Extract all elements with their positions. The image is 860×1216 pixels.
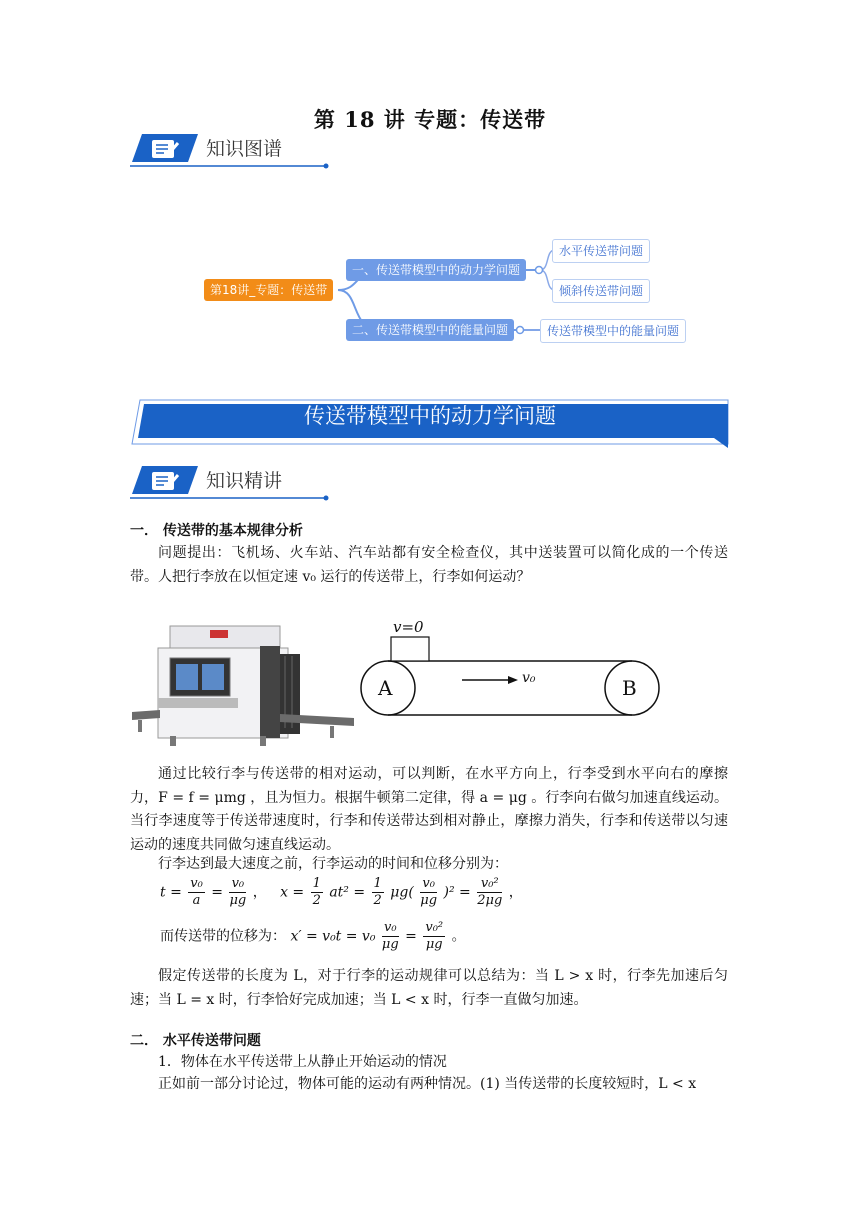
paragraph-question: 问题提出：飞机场、火车站、汽车站都有安全检查仪，其中送装置可以简化成的一个传送带。人把行李放在以恒定速 v₀ 运行的传送带上，行李如何运动？ xyxy=(130,545,728,585)
formula-text: x = xyxy=(280,884,305,901)
section-header-knowledge-lecture xyxy=(130,464,330,504)
arrow-right-icon xyxy=(508,676,518,684)
formula-text: = xyxy=(405,928,417,945)
xray-machine-illustration xyxy=(130,618,355,753)
fraction: $\frac{\text{v₀²}}{\mu g}$ xyxy=(425,920,444,952)
fraction: $\frac{1}{2}$ xyxy=(373,876,382,908)
page-title: 第 18 讲 专题：传送带 xyxy=(313,107,547,132)
formula-text: at² = xyxy=(329,884,366,901)
banner-title: 传送带模型中的动力学问题 xyxy=(304,404,556,428)
heading-horizontal-belt: 二． 水平传送带问题 xyxy=(130,1033,261,1049)
mindmap-leaf-horizontal: 水平传送带问题 xyxy=(552,239,650,263)
heading-basic-rules: 一． 传送带的基本规律分析 xyxy=(130,523,303,539)
v-zero-label: v=0 xyxy=(393,618,424,636)
formula-text: μg( xyxy=(390,884,414,901)
fraction: $\frac{1}{2}$ xyxy=(312,876,321,908)
section-header-label: 知识精讲 xyxy=(206,470,283,492)
fraction: $\frac{\text{v₀}}{a}$ xyxy=(190,876,203,908)
mindmap xyxy=(200,238,700,348)
formula-text: = xyxy=(211,884,224,901)
wheel-b-label: B xyxy=(622,676,637,700)
mindmap-root: 第18讲_专题：传送带 xyxy=(204,279,333,301)
mindmap-branch-energy: 二、传送带模型中的能量问题 xyxy=(346,319,514,341)
formula-text: ， xyxy=(508,884,523,901)
fraction: $\frac{\text{v₀}}{\mu g}$ xyxy=(420,876,438,908)
mindmap-leaf-inclined: 倾斜传送带问题 xyxy=(552,279,650,303)
fraction: $\frac{\text{v₀}}{\mu g}$ xyxy=(229,876,247,908)
paragraph-case-1: 1．物体在水平传送带上从静止开始运动的情况 xyxy=(158,1054,447,1070)
formula-text: )² = xyxy=(443,884,471,901)
formula-text: 。 xyxy=(451,928,466,945)
formula-text: t = xyxy=(160,884,182,901)
conveyor-diagram xyxy=(358,618,663,718)
formula-text: ， xyxy=(252,884,267,901)
v0-label: v₀ xyxy=(522,670,536,686)
fraction: $\frac{\text{v₀}}{\mu g}$ xyxy=(381,920,399,952)
section-banner xyxy=(130,398,730,450)
paragraph-summary: 假定传送带的长度为 L，对于行李的运动规律可以总结为：当 L > x 时，行李先加速后匀速；当 L = x 时，行李恰好完成加速；当 L < x 时，行李一直做匀加速。 xyxy=(130,968,728,1008)
formula-time-displacement xyxy=(160,876,523,909)
mindmap-branch-dynamics: 一、传送带模型中的动力学问题 xyxy=(346,259,526,281)
formula-belt-displacement xyxy=(160,920,466,953)
xray-machine-image xyxy=(130,618,355,753)
fraction: $\frac{\text{v₀²}}{2\mu g}$ xyxy=(477,876,503,908)
mindmap-leaf-energy: 传送带模型中的能量问题 xyxy=(540,319,686,343)
paragraph-case-1-detail: 正如前一部分讨论过，物体可能的运动有两种情况。(1) 当传送带的长度较短时，L < x xyxy=(158,1076,697,1092)
wheel-a-label: A xyxy=(378,676,393,700)
luggage-box xyxy=(391,637,429,661)
paragraph-analysis: 通过比较行李与传送带的相对运动，可以判断，在水平方向上，行李受到水平向右的摩擦力，F = f = μmg ，且为恒力。根据牛顿第二定律，得 a = μg 。行李向右做匀加速直线运动。当行李速度等于传送带速度时，行李和传送带达到相对静止，摩擦力消失，行李和传送带以匀速运动的速度共同做匀速直线运动。 xyxy=(130,766,728,853)
section-header-knowledge-map xyxy=(130,132,330,172)
paragraph-time-displacement: 行李达到最大速度之前，行李运动的时间和位移分别为： xyxy=(158,856,508,872)
formula-prefix: 而传送带的位移为： xyxy=(160,928,286,945)
formula-text: x′ = v₀t = v₀ xyxy=(290,928,376,945)
section-header-label: 知识图谱 xyxy=(206,138,283,160)
